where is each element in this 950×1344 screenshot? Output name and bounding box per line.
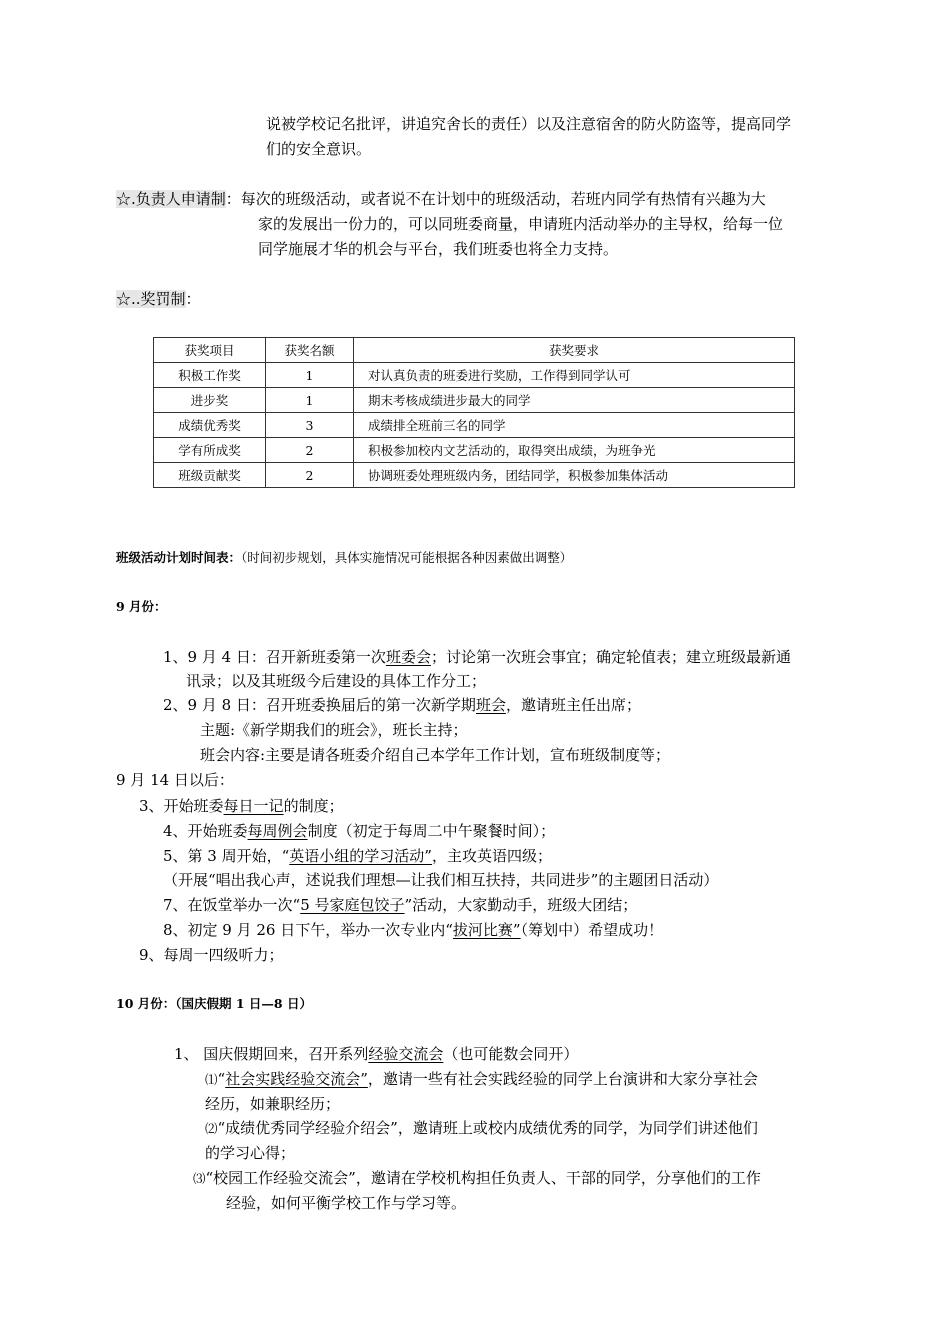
oct-sub-3-line-2: 经验，如何平衡学校工作与学习等。 [226,1194,467,1212]
awards-header-row [154,338,795,363]
rewards-title [116,288,201,310]
award-requirement: 对认真负责的班委进行奖励，工作得到同学认可 [354,363,795,388]
sep-item-8 [163,919,663,941]
sep-item-1-text: 1、9 月 4 日：召开新班委第一次 [163,648,386,666]
schedule-title: 班级活动计划时间表： [116,550,242,565]
sep-item-5-text: 5、第 3 周开始，“ [163,847,290,865]
sep-item-5 [163,845,552,867]
october-heading: 10 月份：（国庆假期 1 日—8 日） [116,996,312,1011]
sep-item-1-line-2: 讯录；以及其班级今后建设的具体工作分工； [186,672,487,690]
sep-item-3-rest: 的制度； [283,797,344,815]
oct-sub-3-number: ⑶ [193,1171,206,1186]
table-row [154,388,795,413]
oct-sub-1-rest: ，邀请一些有社会实践经验的同学上台演讲和大家分享社会 [367,1070,758,1088]
sep-item-8-text: 8、初定 9 月 26 日下午，举办一次专业内“ [163,921,453,939]
award-quota: 2 [266,463,354,488]
sep-item-1 [163,646,791,668]
sep-item-7-rest: ”活动，大家勤动手，班级大团结； [404,896,638,914]
september-heading: 9 月份： [116,599,167,614]
table-row [154,413,795,438]
sep-item-4 [163,820,555,842]
header-item: 获奖项目 [154,338,266,363]
oct-sub-2-text: “成绩优秀同学经验介绍会”，邀请班上或校内成绩优秀的同学，为同学们讲述他们 [217,1119,758,1137]
sep-item-3-text: 3、开始班委 [139,797,224,815]
sep-item-3 [139,795,344,817]
oct-item-1-rest: （也可能数会同开） [443,1045,579,1063]
oct-sub-1-line-2: 经历，如兼职经历； [205,1095,341,1113]
sep-item-8-underlined: 拔河比赛” [452,921,521,939]
header-requirement: 获奖要求 [354,338,795,363]
award-requirement: 协调班委处理班级内务，团结同学，积极参加集体活动 [354,463,795,488]
sep-item-1-underlined: 班委会 [385,648,431,666]
sep-item-7-underlined: 5 号家庭包饺子 [300,896,405,914]
sep-item-4-rest: 制度（初定于每周二中午聚餐时间）； [307,822,556,840]
applicant-heading: ☆.负责人申请制 [116,190,226,208]
sep-after-14: 9 月 14 日以后： [116,771,234,789]
applicant-line-3: 同学施展才华的机会与平台，我们班委也将全力支持。 [258,240,619,258]
intro-line-1: 说被学校记名批评，讲追究舍长的责任）以及注意宿舍的防火防盗等，提高同学 [266,115,792,133]
oct-sub-2 [205,1117,758,1140]
oct-sub-1 [205,1068,758,1091]
header-quota: 获奖名额 [266,338,354,363]
award-name: 成绩优秀奖 [154,413,266,438]
table-row [154,463,795,488]
sep-item-5-rest: ，主攻英语四级； [431,847,552,865]
sep-item-2 [163,694,641,716]
oct-sub-1-quote: “ [217,1070,226,1088]
sep-theme: 主题:《新学期我们的班会》，班长主持； [200,721,468,739]
award-quota: 3 [266,413,354,438]
award-name: 积极工作奖 [154,363,266,388]
rewards-heading: ☆..奖罚制 [116,290,186,308]
sep-content: 班会内容:主要是请各班委介绍自己本学年工作计划，宣布班级制度等； [200,746,671,764]
award-name: 班级贡献奖 [154,463,266,488]
sep-item-3-underlined: 每日一记 [223,797,284,815]
sep-item-4-text: 4、开始班委 [163,822,248,840]
sep-item-2-underlined: 班会 [475,696,506,714]
sep-item-2-text: 2、9 月 8 日：召开班委换届后的第一次新学期 [163,696,476,714]
oct-sub-1-underlined: 社会实践经验交流会” [225,1070,368,1088]
oct-item-1-underlined: 经验交流会 [368,1045,444,1063]
sep-item-8-rest: （筹划中）希望成功！ [520,921,664,939]
table-row [154,363,795,388]
oct-sub-2-line-2: 的学习心得； [205,1144,296,1162]
sep-item-9: 9、每周一四级听力； [139,946,284,964]
oct-sub-1-number: ⑴ [205,1072,218,1087]
sep-item-4-underlined: 每周例会 [247,822,308,840]
sep-item-7-text: 7、在饭堂举办一次“ [163,896,301,914]
sep-item-7 [163,894,637,916]
award-quota: 2 [266,438,354,463]
rewards-colon: ： [185,290,201,308]
oct-item-1 [174,1043,578,1065]
award-name: 学有所成奖 [154,438,266,463]
oct-item-1-text: 1、 国庆假期回来，召开系列 [174,1045,369,1063]
oct-sub-3 [193,1167,761,1190]
sep-item-1-rest: ；讨论第一次班会事宜；确定轮值表；建立班级最新通 [430,648,791,666]
award-requirement: 成绩排全班前三名的同学 [354,413,795,438]
applicant-paragraph [116,188,766,210]
award-requirement: 积极参加校内文艺活动的，取得突出成绩，为班争光 [354,438,795,463]
award-name: 进步奖 [154,388,266,413]
applicant-line-1: ：每次的班级活动，或者说不在计划中的班级活动，若班内同学有热情有兴趣为大 [225,190,766,208]
award-quota: 1 [266,388,354,413]
intro-line-2: 们的安全意识。 [266,140,372,158]
applicant-line-2: 家的发展出一份力的，可以同班委商量，申请班内活动举办的主导权，给每一位 [258,215,784,233]
schedule-heading [116,546,572,569]
sep-item-2-rest: ，邀请班主任出席； [505,696,641,714]
sep-item-5-underlined: 英语小组的学习活动” [289,847,432,865]
oct-sub-2-number: ⑵ [205,1121,218,1136]
schedule-note: （时间初步规划，具体实施情况可能根据各种因素做出调整） [241,550,573,565]
award-requirement: 期末考核成绩进步最大的同学 [354,388,795,413]
sep-item-6: （开展“唱出我心声，述说我们理想—让我们相互扶持，共同进步”的主题团日活动） [163,871,719,889]
award-quota: 1 [266,363,354,388]
awards-table [153,337,795,488]
table-row [154,438,795,463]
oct-sub-3-text: “校园工作经验交流会”，邀请在学校机构担任负责人、干部的同学，分享他们的工作 [205,1169,761,1187]
